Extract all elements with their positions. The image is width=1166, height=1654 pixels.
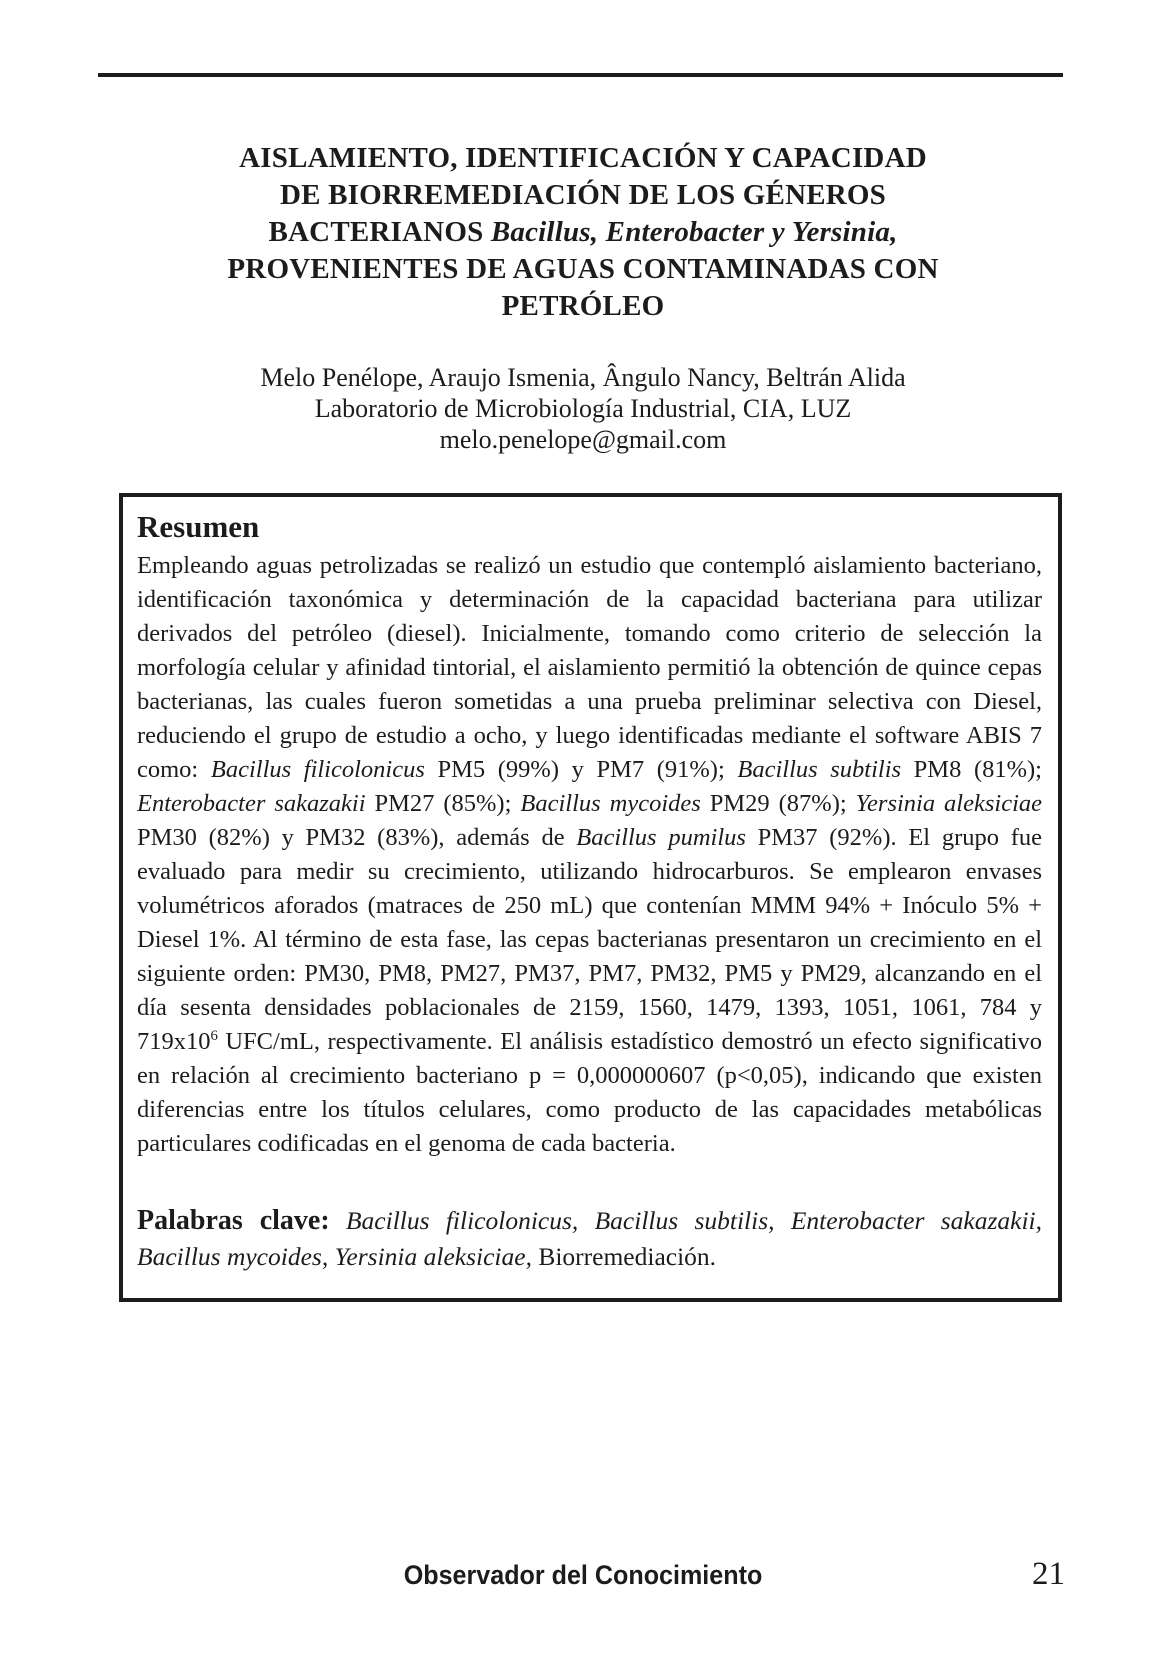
keywords-paragraph: [137, 1203, 1042, 1275]
affiliation: Laboratorio de Microbiología Industrial, CIA, LUZ: [314, 394, 852, 423]
title-line-1: AISLAMIENTO, IDENTIFICACIÓN Y CAPACIDAD: [239, 142, 927, 174]
title-line-5: PETRÓLEO: [501, 290, 665, 322]
page-number: 21: [1032, 1556, 1065, 1592]
keywords-label: Palabras clave:: [137, 1205, 330, 1236]
abstract-box: [119, 493, 1062, 1302]
journal-name: Observador del Conocimiento: [403, 1560, 763, 1590]
header-rule: [98, 73, 1063, 77]
abstract-heading: Resumen: [137, 509, 260, 544]
title-line-2: DE BIORREMEDIACIÓN DE LOS GÉNEROS: [279, 179, 887, 211]
authors-block: [120, 362, 1046, 455]
author-names: Melo Penélope, Araujo Ismenia, Ângulo Nancy, Beltrán Alida: [260, 363, 906, 392]
keywords-list: Bacillus filicolonicus, Bacillus subtilis, Enterobacter sakazakii, Bacillus mycoides, Yersinia aleksiciae, Biorremediación.: [137, 1206, 1042, 1271]
abstract-text: Empleando aguas petrolizadas se realizó un estudio que contempló aislamiento bacteriano, identificación taxonómica y determinación de la capacidad bacteriana para utilizar derivados del petróleo (diesel). Inicialmente, tomando como criterio de selección la morfología celular y afinidad tintorial, el aislamiento permitió la obtención de quince cepas bacterianas, las cuales fueron sometidas a una prueba preliminar selectiva con Diesel, reduciendo el grupo de estudio a ocho, y luego identificadas mediante el software ABIS 7 como: Bacillus filicolonicus PM5 (99%) y PM7 (91%); Bacillus subtilis PM8 (81%); Enterobacter sakazakii PM27 (85%); Bacillus mycoides PM29 (87%); Yersinia aleksiciae PM30 (82%) y PM32 (83%), además de Bacillus pumilus PM37 (92%). El grupo fue evaluado para medir su crecimiento, utilizando hidrocarburos. Se emplearon envases volumétricos aforados (matraces de 250 mL) que contenían MMM 94% + Inóculo 5% + Diesel 1%. Al término de esta fase, las cepas bacterianas presentaron un crecimiento en el siguiente orden: PM30, PM8, PM27, PM37, PM7, PM32, PM5 y PM29, alcanzando en el día sesenta densidades poblacionales de 2159, 1560, 1479, 1393, 1051, 1061, 784 y $719x10^6$ UFC/mL, respectivamente. El análisis estadístico demostró un efecto significativo en relación al crecimiento bacteriano p = 0,000000607 (p<0,05), indicando que existen diferencias entre los títulos celulares, como producto de las capacidades metabólicas particulares codificadas en el genoma de cada bacteria.: [137, 552, 1043, 1157]
title-line-3: BACTERIANOS Bacillus, Enterobacter y Yersinia,: [268, 216, 898, 248]
article-title: [120, 140, 1046, 325]
email-address: melo.penelope@gmail.com: [439, 425, 727, 454]
title-line-4: PROVENIENTES DE AGUAS CONTAMINADAS CON: [227, 253, 939, 285]
